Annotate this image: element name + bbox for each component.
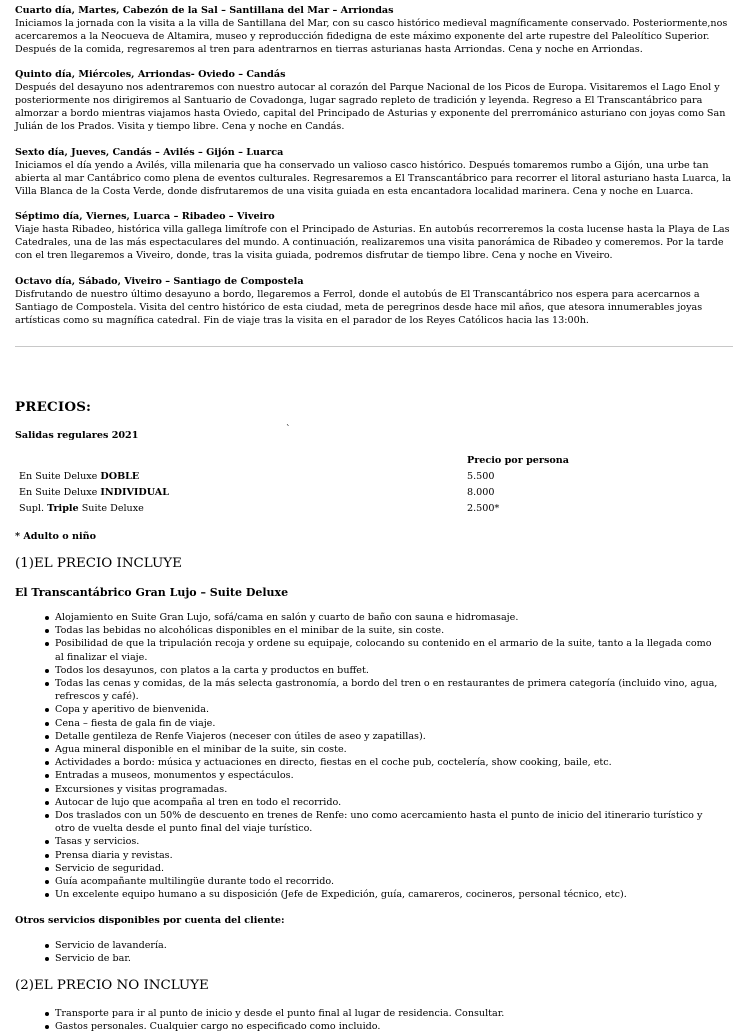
itinerary-day-8	[15, 275, 737, 327]
list-item: Gastos personales. Cualquier cargo no especificado como incluido.	[55, 1020, 720, 1033]
list-item: Copa y aperitivo de bienvenida.	[55, 703, 720, 716]
list-item: Dos traslados con un 50% de descuento en trenes de Renfe: uno como acercamiento hasta el punto de inicio del itinerario turístico y otro de vuelta desde el punto final del viaje turístico.	[55, 809, 720, 835]
day-title: Séptimo día, Viernes, Luarca – Ribadeo – Viveiro	[15, 211, 275, 222]
day-title: Quinto día, Miércoles, Arriondas- Oviedo – Candás	[15, 69, 286, 80]
list-item: Todas las bebidas no alcohólicas disponibles en el minibar de la suite, sin coste.	[55, 624, 720, 637]
itinerary-day-6	[15, 146, 737, 198]
list-item: Servicio de bar.	[55, 952, 720, 965]
price-footnote: * Adulto o niño	[15, 531, 97, 542]
list-item: Excursiones y visitas programadas.	[55, 783, 720, 796]
day-text: Disfrutando de nuestro último desayuno a bordo, llegaremos a Ferrol, donde el autobús de El Transcantábrico nos espera para acercarnos a Santiago de Compostela. Visita del centro histórico de esta ciudad, meta de peregrinos desde hace mil años, que atesora innumerables joyas artísticas como su magnífica catedral. Fin de viaje tras la visita en el parador de los Reyes Católicos hacia las 13:00h.	[15, 289, 703, 326]
price-label: En Suite Deluxe INDIVIDUAL	[19, 487, 169, 498]
list-item: Guía acompañante multilingüe durante todo el recorrido.	[55, 875, 720, 888]
itinerary-day-7	[15, 210, 737, 262]
excludes-list	[55, 1007, 720, 1033]
day-title: Cuarto día, Martes, Cabezón de la Sal – Santillana del Mar – Arriondas	[15, 5, 394, 16]
price-table-header	[15, 454, 575, 470]
price-label: Supl. Triple Suite Deluxe	[19, 503, 144, 514]
list-item: Autocar de lujo que acompaña al tren en todo el recorrido.	[55, 796, 720, 809]
list-item: Cena – fiesta de gala fin de viaje.	[55, 717, 720, 730]
price-value: 2.500*	[467, 503, 500, 514]
other-services-heading: Otros servicios disponibles por cuenta del cliente:	[15, 915, 285, 926]
includes-subheading: El Transcantábrico Gran Lujo – Suite Deluxe	[15, 586, 289, 599]
list-item: Prensa diaria y revistas.	[55, 849, 720, 862]
list-item: Alojamiento en Suite Gran Lujo, sofá/cama en salón y cuarto de baño con sauna e hidromasaje.	[55, 611, 720, 624]
price-value: 5.500	[467, 471, 495, 482]
departures-heading: Salidas regulares 2021	[15, 430, 139, 441]
list-item: Detalle gentileza de Renfe Viajeros (neceser con útiles de aseo y zapatillas).	[55, 730, 720, 743]
list-item: Todos los desayunos, con platos a la carta y productos en buffet.	[55, 664, 720, 677]
list-item: Posibilidad de que la tripulación recoja y ordene su equipaje, colocando su contenido en el armario de la suite, tanto a la llegada como al finalizar el viaje.	[55, 637, 720, 663]
price-table	[15, 454, 575, 518]
excludes-heading: (2)EL PRECIO NO INCLUYE	[15, 978, 209, 993]
other-services-list	[55, 939, 720, 965]
list-item: Agua mineral disponible en el minibar de la suite, sin coste.	[55, 743, 720, 756]
day-text: Después del desayuno nos adentraremos con nuestro autocar al corazón del Parque Nacional de los Picos de Europa. Visitaremos el Lago Enol y posteriormente nos dirigiremos al Santuario de Covadonga, lugar sagrado repleto de tradición y leyenda. Regreso a El Transcantábrico para almorzar a bordo mientras viajamos hasta Oviedo, capital del Principado de Asturias y exponente del prerrománico asturiano con joyas como San Julián de los Prados. Visita y tiempo libre. Cena y noche en Candás.	[15, 82, 726, 132]
day-text: Iniciamos la jornada con la visita a la villa de Santillana del Mar, con su casco histórico medieval magníficamente conservado. Posteriormente,nos acercaremos a la Neocueva de Altamira, museo y reproducción fidedigna de este máximo exponente del arte rupestre del Paleolítico Superior. Después de la comida, regresaremos al tren para adentrarnos en tierras asturianas hasta Arriondas. Cena y noche en Arriondas.	[15, 18, 728, 55]
includes-heading: (1)EL PRECIO INCLUYE	[15, 556, 182, 571]
list-item: Transporte para ir al punto de inicio y desde el punto final al lugar de residencia. Consultar.	[55, 1007, 720, 1020]
stray-mark: `	[286, 425, 291, 435]
day-title: Octavo día, Sábado, Viveiro – Santiago de Compostela	[15, 276, 304, 287]
itinerary-day-4	[15, 4, 737, 56]
column-header: Precio por persona	[467, 455, 569, 466]
price-row	[15, 502, 575, 518]
prices-heading: PRECIOS:	[15, 399, 92, 415]
list-item: Entradas a museos, monumentos y espectáculos.	[55, 769, 720, 782]
list-item: Todas las cenas y comidas, de la más selecta gastronomía, a bordo del tren o en restaurantes de primera categoría (incluido vino, agua, refrescos y café).	[55, 677, 720, 703]
day-title: Sexto día, Jueves, Candás – Avilés – Gijón – Luarca	[15, 147, 284, 158]
day-text: Viaje hasta Ribadeo, histórica villa gallega limítrofe con el Principado de Asturias. En autobús recorreremos la costa lucense hasta la Playa de Las Catedrales, una de las más espectaculares del mundo. A continuación, realizaremos una visita panorámica de Ribadeo y comeremos. Por la tarde con el tren llegaremos a Viveiro, donde, tras la visita guiada, podremos disfrutar de tiempo libre. Cena y noche en Viveiro.	[15, 224, 730, 261]
list-item: Tasas y servicios.	[55, 835, 720, 848]
price-label: En Suite Deluxe DOBLE	[19, 471, 140, 482]
list-item: Un excelente equipo humano a su disposición (Jefe de Expedición, guía, camareros, cocineros, personal técnico, etc).	[55, 888, 720, 901]
price-value: 8.000	[467, 487, 495, 498]
price-row	[15, 486, 575, 502]
includes-list	[55, 611, 720, 901]
horizontal-divider	[15, 346, 733, 347]
list-item: Servicio de seguridad.	[55, 862, 720, 875]
list-item: Servicio de lavandería.	[55, 939, 720, 952]
list-item: Actividades a bordo: música y actuaciones en directo, fiestas en el coche pub, coctelería, show cooking, baile, etc.	[55, 756, 720, 769]
price-row	[15, 470, 575, 486]
day-text: Iniciamos el día yendo a Avilés, villa milenaria que ha conservado un valioso casco histórico. Después tomaremos rumbo a Gijón, una urbe tan abierta al mar Cantábrico como plena de eventos culturales. Regresaremos a El Transcantábrico para recorrer el litoral asturiano hasta Luarca, la Villa Blanca de la Costa Verde, donde disfrutaremos de una visita guiada en esta encantadora localidad marinera. Cena y noche en Luarca.	[15, 160, 732, 197]
itinerary-day-5	[15, 68, 737, 133]
